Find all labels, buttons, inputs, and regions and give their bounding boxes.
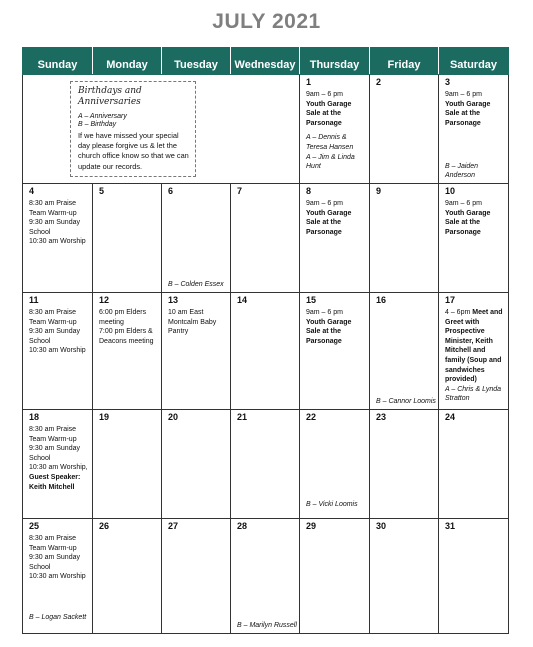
day-number: 13 — [168, 295, 179, 305]
event-line: 8:30 am Praise Team Warm-up — [29, 535, 77, 552]
day-number: 21 — [237, 412, 248, 422]
event-line: 6:00 pm Elders meeting — [99, 309, 147, 326]
event-line: 10:30 am Worship — [29, 238, 86, 246]
day-number: 4 — [29, 186, 35, 196]
day-number: 9 — [376, 186, 382, 196]
event-line: 9:30 am Sunday School — [29, 219, 80, 236]
event-title: Youth Garage Sale at the Parsonage — [445, 209, 491, 236]
day-cell-22 — [300, 410, 370, 519]
day-number: 7 — [237, 186, 243, 196]
header-friday: Friday — [370, 48, 439, 75]
event-time: 9am – 6 pm — [306, 309, 343, 316]
day-cell-26 — [93, 519, 162, 634]
birthday-note: B – Logan Sackett — [29, 614, 87, 622]
header-monday: Monday — [93, 48, 162, 75]
day-cell-1 — [300, 75, 370, 184]
event-title: Youth Garage Sale at the Parsonage — [306, 318, 352, 345]
day-cell-31 — [439, 519, 509, 634]
event-line: 9:30 am Sunday School — [29, 328, 80, 345]
day-number: 10 — [445, 186, 456, 196]
day-number: 11 — [29, 295, 39, 305]
event-line: 10:30 am Worship — [29, 347, 86, 355]
day-number: 12 — [99, 295, 110, 305]
event-title: Youth Garage Sale at the Parsonage — [445, 100, 491, 127]
header-thursday: Thursday — [300, 48, 370, 75]
anniversary-note: A – Jim & Linda Hunt — [306, 153, 355, 171]
day-number: 5 — [99, 186, 105, 196]
day-cell-23 — [370, 410, 439, 519]
event-line: 9:30 am Sunday School — [29, 445, 80, 462]
event-line: 10 am East Montcalm Baby Pantry — [168, 309, 217, 336]
day-cell-4 — [23, 184, 93, 293]
day-number: 18 — [29, 412, 40, 422]
header-wednesday: Wednesday — [231, 48, 300, 75]
day-cell-12 — [93, 293, 162, 410]
empty-days-with-birthday-box — [23, 75, 300, 184]
day-number: 15 — [306, 295, 317, 305]
event-time: 9am – 6 pm — [306, 91, 343, 98]
birthday-note: B – Jaiden Anderson — [445, 162, 479, 180]
event-line: 8:30 am Praise Team Warm-up — [29, 426, 77, 443]
key-birthday: B – Birthday — [78, 121, 117, 128]
day-number: 19 — [99, 412, 110, 422]
day-cell-24 — [439, 410, 509, 519]
day-cell-13 — [162, 293, 231, 410]
event-line: 7:00 pm Elders & Deacons meeting — [99, 328, 154, 345]
day-cell-10 — [439, 184, 509, 293]
event-time: 9am – 6 pm — [445, 91, 482, 98]
event-time: 9am – 6 pm — [306, 200, 343, 207]
day-cell-18 — [23, 410, 93, 519]
anniversary-note: A – Dennis & Teresa Hansen — [306, 134, 354, 151]
day-cell-15 — [300, 293, 370, 410]
week-row — [23, 293, 509, 410]
day-number: 31 — [445, 521, 456, 531]
event-line: 8:30 am Praise Team Warm-up — [29, 309, 77, 326]
event-time: 9am – 6 pm — [445, 200, 482, 207]
day-cell-14 — [231, 293, 300, 410]
calendar-grid — [22, 47, 509, 634]
event-title: Youth Garage Sale at the Parsonage — [306, 209, 352, 236]
week-row — [23, 519, 509, 634]
event-line: 10:30 am Worship — [29, 573, 86, 581]
day-number: 14 — [237, 295, 248, 305]
box-title: Birthdays and Anniversaries — [78, 86, 142, 107]
event-line: 9:30 am Sunday School — [29, 554, 80, 571]
day-number: 8 — [306, 186, 312, 196]
event-line: 8:30 am Praise Team Warm-up — [29, 200, 77, 217]
day-number: 23 — [376, 412, 387, 422]
day-cell-6 — [162, 184, 231, 293]
day-cell-7 — [231, 184, 300, 293]
day-cell-11 — [23, 293, 93, 410]
guest-speaker: Guest Speaker: Keith Mitchell — [29, 473, 81, 491]
day-number: 25 — [29, 521, 40, 531]
day-cell-25 — [23, 519, 93, 634]
day-cell-21 — [231, 410, 300, 519]
event-title: Youth Garage Sale at the Parsonage — [306, 100, 352, 127]
day-cell-5 — [93, 184, 162, 293]
day-number: 6 — [168, 186, 174, 196]
box-message: If we have missed your special day please forgive us & let the church office know so that we can update our records. — [78, 131, 189, 171]
day-cell-17 — [439, 293, 509, 410]
event-line: 10:30 am Worship, — [29, 464, 88, 472]
day-cell-3 — [439, 75, 509, 184]
header-sunday: Sunday — [23, 48, 93, 75]
day-number: 3 — [445, 77, 451, 87]
day-number: 30 — [376, 521, 387, 531]
day-cell-2 — [370, 75, 439, 184]
day-cell-27 — [162, 519, 231, 634]
day-cell-29 — [300, 519, 370, 634]
key-anniversary: A – Anniversary — [78, 113, 127, 120]
day-number: 16 — [376, 295, 387, 305]
day-cell-19 — [93, 410, 162, 519]
event-title: Meet and Greet with Prospective Minister, Keith Mitchell and family (Soup and sandwiches provided) — [445, 309, 503, 384]
header-tuesday: Tuesday — [162, 48, 231, 75]
day-cell-16 — [370, 293, 439, 410]
day-cell-9 — [370, 184, 439, 293]
calendar-title: JULY 2021 — [212, 10, 321, 33]
header-saturday: Saturday — [439, 48, 509, 75]
day-cell-20 — [162, 410, 231, 519]
birthdays-anniversaries-box — [70, 81, 196, 177]
day-number: 20 — [168, 412, 179, 422]
day-cell-30 — [370, 519, 439, 634]
week-row — [23, 410, 509, 519]
day-number: 29 — [306, 521, 317, 531]
birthday-note: B – Marilyn Russell — [237, 622, 297, 630]
weekday-header-row — [23, 48, 509, 75]
day-number: 1 — [306, 77, 312, 87]
day-number: 22 — [306, 412, 317, 422]
day-number: 28 — [237, 521, 248, 531]
day-number: 27 — [168, 521, 179, 531]
week-row — [23, 75, 509, 184]
anniversary-note: A – Chris & Lynda Stratton — [445, 385, 502, 403]
birthday-note: B – Vicki Loomis — [306, 501, 358, 509]
birthday-note: B – Colden Essex — [168, 281, 224, 289]
event-time: 4 – 6pm — [445, 309, 471, 316]
day-number: 2 — [376, 77, 382, 87]
week-row — [23, 184, 509, 293]
day-number: 26 — [99, 521, 110, 531]
day-cell-8 — [300, 184, 370, 293]
day-number: 24 — [445, 412, 456, 422]
birthday-note: B – Cannor Loomis — [376, 398, 436, 406]
day-cell-28 — [231, 519, 300, 634]
day-number: 17 — [445, 295, 456, 305]
